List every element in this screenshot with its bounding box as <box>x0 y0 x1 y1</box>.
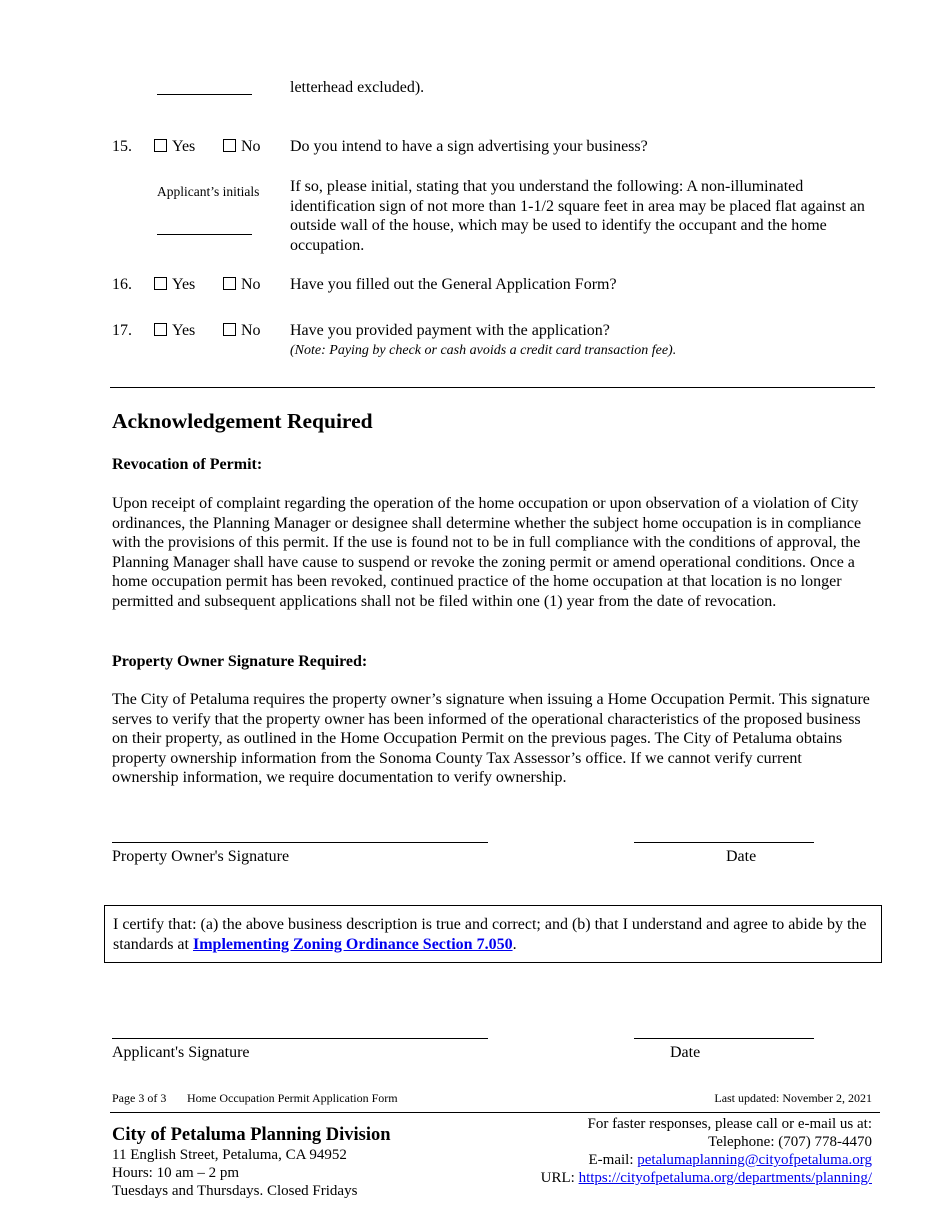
question-17-no[interactable] <box>223 321 261 341</box>
owner-signature-paragraph: The City of Petaluma requires the property owner’s signature when issuing a Home Occupation Permit. This signature serves to verify that the property owner has been informed of the operational characteristics of the proposed business on their property, as outlined in the Home Occupation Permit on the previous pages. The City of Petaluma obtains property ownership information from the Sonoma County Tax Assessor’s office. If we cannot verify current ownership information, we require documentation to verify ownership. <box>112 691 870 786</box>
checkbox-icon[interactable] <box>223 323 236 336</box>
checkbox-icon[interactable] <box>154 277 167 290</box>
certification-text: I certify that: (a) the above business description is true and correct; and (b) that I understand and agree to abide by the standards at <box>113 916 867 953</box>
question-16-number: 16. <box>112 276 132 293</box>
owner-signature-line[interactable] <box>112 842 488 843</box>
email-link[interactable]: petalumaplanning@cityofpetaluma.org <box>637 1152 872 1168</box>
zoning-ordinance-link[interactable]: Implementing Zoning Ordinance Section 7.050 <box>192 935 513 953</box>
form-name: Home Occupation Permit Application Form <box>187 1091 398 1105</box>
checkbox-icon[interactable] <box>223 277 236 290</box>
certification-end: . <box>512 935 517 953</box>
footer-divider <box>110 1112 880 1113</box>
email-label: E-mail: <box>588 1152 638 1168</box>
url-link[interactable]: https://cityofpetaluma.org/departments/planning/ <box>578 1170 872 1186</box>
certification-box <box>104 905 882 963</box>
url-label: URL: <box>540 1170 579 1186</box>
org-name: City of Petaluma Planning Division <box>112 1125 391 1145</box>
question-16-text: Have you filled out the General Application Form? <box>290 276 617 293</box>
applicant-date-line[interactable] <box>634 1038 814 1039</box>
applicant-signature-line[interactable] <box>112 1038 488 1039</box>
no-label: No <box>241 276 261 293</box>
org-address: 11 English Street, Petaluma, CA 94952 <box>112 1147 347 1163</box>
contact-url-row <box>541 1169 872 1187</box>
owner-signature-label: Property Owner's Signature <box>112 848 290 865</box>
checkbox-icon[interactable] <box>154 323 167 336</box>
revocation-heading: Revocation of Permit: <box>112 456 263 473</box>
applicant-initials-label: Applicant’s initials <box>157 184 260 199</box>
question-17-note: (Note: Paying by check or cash avoids a credit card transaction fee). <box>290 343 677 358</box>
owner-date-label: Date <box>726 848 757 865</box>
yes-label: Yes <box>172 322 196 339</box>
applicant-signature-label: Applicant's Signature <box>112 1044 250 1061</box>
no-label: No <box>241 322 261 339</box>
question-15-number: 15. <box>112 138 132 155</box>
acknowledgement-heading: Acknowledgement Required <box>112 409 373 433</box>
org-hours: Hours: 10 am – 2 pm <box>112 1165 240 1181</box>
no-label: No <box>241 138 261 155</box>
question-17-number: 17. <box>112 322 132 339</box>
contact-email-row <box>589 1151 872 1169</box>
owner-signature-heading: Property Owner Signature Required: <box>112 653 368 670</box>
yes-label: Yes <box>172 276 196 293</box>
applicant-initials-line[interactable] <box>157 234 252 235</box>
question-15-no[interactable] <box>223 137 261 157</box>
question-15-detail: If so, please initial, stating that you understand the following: A non-illuminated identification sign of not more than 1-1/2 square feet in area may be placed flat against an outside wall of the house, which may be used to identify the occupant and the home occupation. <box>290 178 865 254</box>
question-17-text: Have you provided payment with the application? <box>290 322 610 339</box>
org-days: Tuesdays and Thursdays. Closed Fridays <box>112 1183 358 1199</box>
section-divider <box>110 387 875 388</box>
applicant-date-label: Date <box>670 1044 701 1061</box>
contact-intro: For faster responses, please call or e-mail us at: <box>587 1116 872 1132</box>
question-16-yes[interactable] <box>154 275 195 295</box>
question-17-yes[interactable] <box>154 321 195 341</box>
continuation-text: letterhead excluded). <box>290 79 425 96</box>
owner-date-line[interactable] <box>634 842 814 843</box>
page-number: Page 3 of 3 <box>112 1091 167 1105</box>
revocation-paragraph: Upon receipt of complaint regarding the operation of the home occupation or upon observation of a violation of City ordinances, the Planning Manager or designee shall determine whether the subject home occupation is in compliance with the provisions of this permit. If the use is found not to be in full compliance with the conditions of approval, the Planning Manager shall have cause to suspend or revoke the zoning permit or amend operational conditions. Once a home occupation permit has been revoked, continued practice of the home occupation at that location is no longer permitted and subsequent applications shall not be filed within one (1) year from the date of revocation. <box>112 495 862 610</box>
question-16-no[interactable] <box>223 275 261 295</box>
question-15-yes[interactable] <box>154 137 195 157</box>
checkbox-icon[interactable] <box>223 139 236 152</box>
checkbox-icon[interactable] <box>154 139 167 152</box>
last-updated: Last updated: November 2, 2021 <box>714 1091 872 1105</box>
yes-label: Yes <box>172 138 196 155</box>
contact-telephone: Telephone: (707) 778-4470 <box>708 1134 872 1150</box>
initials-line-prev[interactable] <box>157 94 252 95</box>
question-15-text: Do you intend to have a sign advertising your business? <box>290 138 648 155</box>
